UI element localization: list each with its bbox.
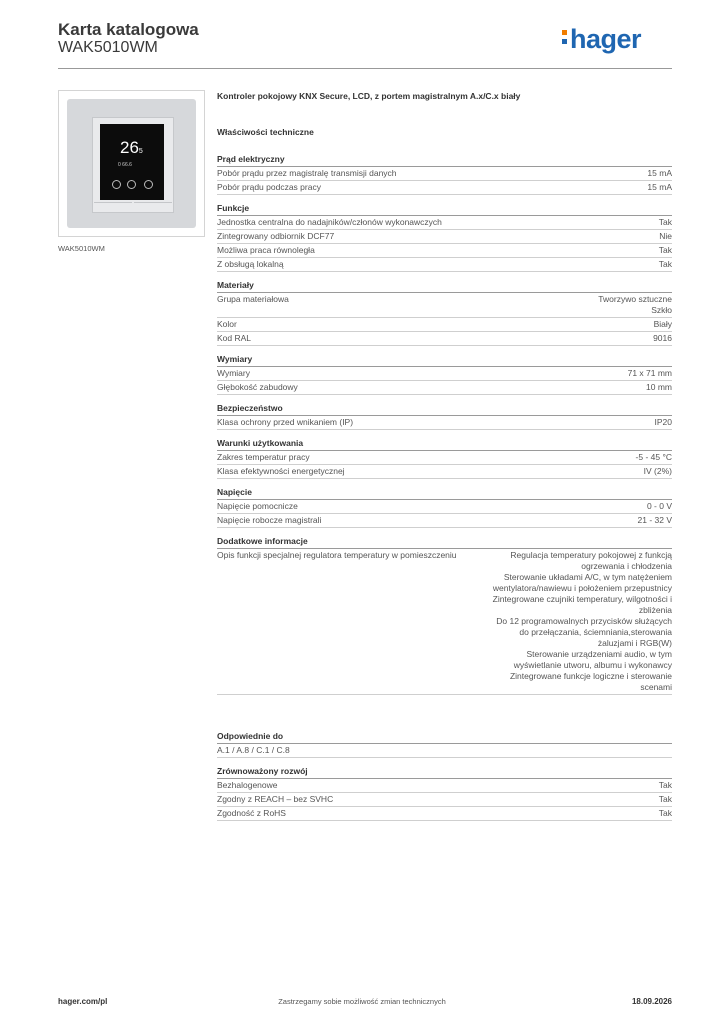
section-title: Prąd elektryczny [217, 154, 672, 167]
spec-section [217, 487, 672, 528]
product-image [58, 90, 205, 237]
spec-value: Tak [658, 217, 672, 227]
spec-label: Zgodność z RoHS [217, 808, 286, 818]
spec-value: 15 mA [647, 168, 672, 178]
spec-row [217, 416, 672, 430]
section-title: Odpowiednie do [217, 731, 672, 744]
spec-row [217, 744, 672, 758]
header-divider [58, 68, 672, 69]
spec-row [217, 500, 672, 514]
button-split-right [134, 202, 172, 203]
spec-row [217, 465, 672, 479]
spec-section [217, 536, 672, 695]
footer-website-link[interactable]: hager.com/pl [58, 997, 108, 1006]
spec-row [217, 367, 672, 381]
spec-row [217, 230, 672, 244]
spec-label: Kolor [217, 319, 237, 329]
spec-label: Klasa efektywności energetycznej [217, 466, 345, 476]
logo-text: hager [570, 24, 642, 54]
spec-value: 71 x 71 mm [627, 368, 672, 378]
spec-label: Głębokość zabudowy [217, 382, 298, 392]
spec-label: A.1 / A.8 / C.1 / C.8 [217, 745, 290, 755]
spec-value: Tak [658, 794, 672, 804]
section-title: Funkcje [217, 203, 672, 216]
section-title: Warunki użytkowania [217, 438, 672, 451]
spec-label: Jednostka centralna do nadajników/członów wykonawczych [217, 217, 442, 227]
spec-row [217, 293, 672, 318]
section-gap [217, 703, 672, 731]
section-title: Wymiary [217, 354, 672, 367]
spec-section [217, 154, 672, 195]
hager-logo[interactable] [562, 24, 641, 55]
spec-row [217, 514, 672, 528]
spec-label: Kod RAL [217, 333, 252, 343]
spec-label: Klasa ochrony przed wnikaniem (IP) [217, 417, 354, 427]
spec-label: Zakres temperatur pracy [217, 452, 310, 462]
specs-heading: Właściwości techniczne [217, 127, 314, 137]
spec-sections [217, 154, 672, 821]
spec-row [217, 779, 672, 793]
spec-value: Tak [658, 780, 672, 790]
spec-value: IP20 [654, 417, 672, 427]
image-caption: WAK5010WM [58, 244, 105, 253]
spec-row [217, 451, 672, 465]
spec-row [217, 258, 672, 272]
spec-value: Tworzywo sztuczne Szkło [598, 294, 672, 315]
section-title: Bezpieczeństwo [217, 403, 672, 416]
spec-label: Możliwa praca równoległa [217, 245, 315, 255]
spec-value: Biały [653, 319, 672, 329]
spec-row [217, 807, 672, 821]
mode-icon [127, 180, 136, 189]
document-title: Karta katalogowa [58, 20, 199, 39]
screen-temperature: 265 [120, 138, 143, 157]
product-code: WAK5010WM [58, 39, 158, 56]
section-title: Napięcie [217, 487, 672, 500]
spec-value: IV (2%) [643, 466, 672, 476]
spec-label: Pobór prądu przez magistralę transmisji danych [217, 168, 397, 178]
section-title: Zrównoważony rozwój [217, 766, 672, 779]
screen-readout: 0 66.6 [118, 162, 132, 168]
leaf-icon [144, 180, 153, 189]
spec-label: Zintegrowany odbiornik DCF77 [217, 231, 335, 241]
spec-row [217, 549, 672, 695]
spec-row [217, 381, 672, 395]
spec-label: Napięcie pomocnicze [217, 501, 298, 511]
spec-section [217, 731, 672, 758]
spec-value: 9016 [653, 333, 672, 343]
footer-date: 18.09.2026 [631, 997, 672, 1006]
spec-value: Nie [659, 231, 672, 241]
spec-row [217, 332, 672, 346]
spec-section [217, 203, 672, 272]
spec-value: 21 - 32 V [637, 515, 672, 525]
spec-label: Opis funkcji specjalnej regulatora temperatury w pomieszczeniu [217, 550, 457, 560]
spec-value: Regulacja temperatury pokojowej z funkcją ogrzewania i chłodzenia Sterowanie układami A/C, w tym natężeniem wentylatora/nawiewu i położeniem przepustnicy Zintegrowane czujniki temperatury, wilgotności i zbliżenia Do 12 programowalnych przycisków służących do przełączania, ściemniania,sterowania żaluzjami i RGB(W) Sterowanie urządzeniami audio, w tym wyświetlanie utworu, albumu i wykonawcy Zintegrowane funkcje logiczne i sterowanie scenami [492, 550, 672, 692]
device-screen [100, 124, 164, 200]
spec-value: 15 mA [647, 182, 672, 192]
spec-section [217, 766, 672, 821]
spec-row [217, 216, 672, 230]
device-plate [67, 99, 196, 228]
spec-label: Grupa materiałowa [217, 294, 289, 304]
spec-label: Z obsługą lokalną [217, 259, 284, 269]
spec-value: 0 - 0 V [646, 501, 672, 511]
spec-row [217, 244, 672, 258]
spec-value: 10 mm [646, 382, 672, 392]
spec-label: Zgodny z REACH – bez SVHC [217, 794, 334, 804]
spec-value: Tak [658, 245, 672, 255]
device-frame [92, 117, 174, 213]
product-title: Kontroler pokojowy KNX Secure, LCD, z portem magistralnym A.x/C.x biały [217, 91, 521, 101]
spec-section [217, 403, 672, 430]
spec-row [217, 793, 672, 807]
footer-disclaimer: Zastrzegamy sobie możliwość zmian technicznych [278, 997, 446, 1006]
fan-icon [112, 180, 121, 189]
section-title: Dodatkowe informacje [217, 536, 672, 549]
spec-row [217, 167, 672, 181]
spec-row [217, 181, 672, 195]
spec-section [217, 354, 672, 395]
spec-row [217, 318, 672, 332]
section-title: Materiały [217, 280, 672, 293]
spec-value: Tak [658, 808, 672, 818]
spec-label: Wymiary [217, 368, 250, 378]
logo-colon-icon [562, 27, 568, 47]
spec-value: Tak [658, 259, 672, 269]
button-split-left [94, 202, 132, 203]
spec-section [217, 438, 672, 479]
spec-label: Napięcie robocze magistrali [217, 515, 322, 525]
spec-column [217, 91, 672, 829]
spec-label: Bezhalogenowe [217, 780, 278, 790]
spec-label: Pobór prądu podczas pracy [217, 182, 321, 192]
spec-value: -5 - 45 °C [635, 452, 672, 462]
spec-section [217, 280, 672, 346]
